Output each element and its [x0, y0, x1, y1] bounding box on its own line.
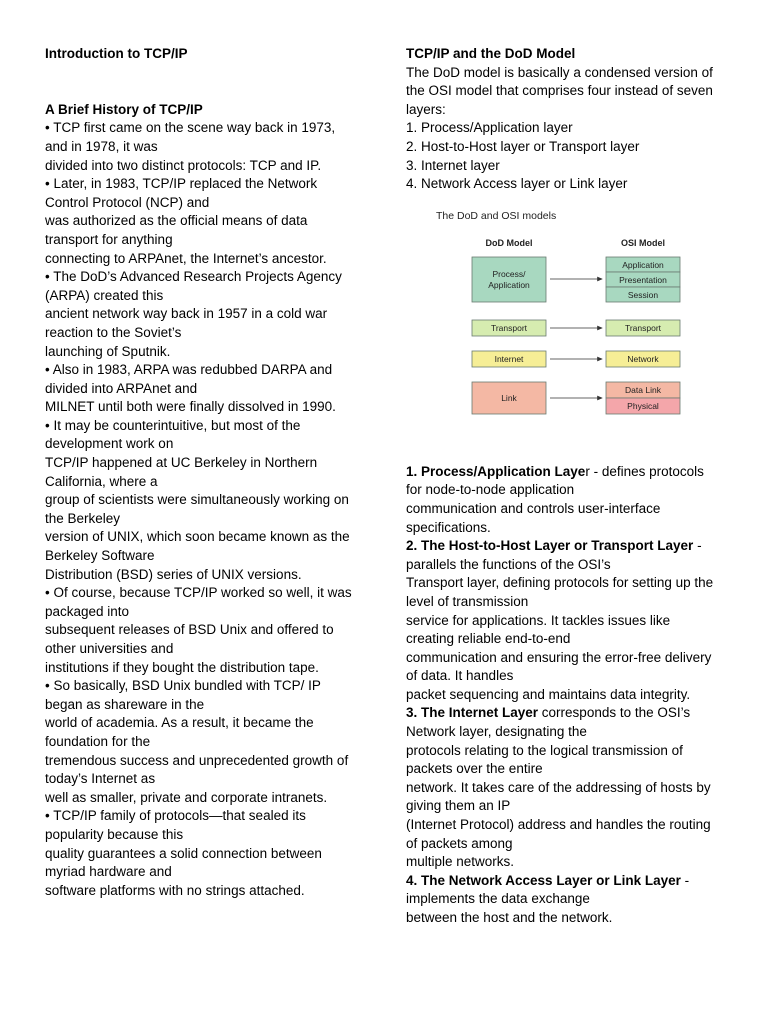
desc-network-access-title: 4. The Network Access Layer or Link Layer [406, 872, 681, 888]
desc-line: multiple networks. [406, 854, 515, 870]
desc-internet-tail: corresponds to the OSI’s [538, 705, 691, 721]
desc-line: communication and controls user-interface [406, 500, 661, 516]
desc-network-access-tail: - [680, 872, 690, 888]
history-line: popularity because this [45, 826, 184, 842]
history-line: quality guarantees a solid connection between [45, 845, 322, 861]
desc-line: service for applications. It tackles issues like [406, 612, 671, 628]
desc-network-access [406, 872, 730, 891]
osi-physical-label: Physical [627, 400, 659, 411]
desc-line: (Internet Protocol) address and handles the routing [406, 817, 711, 833]
history-line: institutions if they bought the distribution tape. [45, 659, 319, 675]
history-line: myriad hardware and [45, 864, 172, 880]
desc-line: Transport layer, defining protocols for setting up the [406, 575, 714, 591]
history-line: California, where a [45, 473, 158, 489]
desc-line: giving them an IP [406, 798, 511, 814]
desc-host-to-host [406, 537, 730, 556]
dod-process-label: Process/ [492, 268, 526, 279]
history-line: software platforms with no strings attached. [45, 882, 305, 898]
history-line: well as smaller, private and corporate intranets. [45, 789, 328, 805]
dod-heading: TCP/IP and the DoD Model [406, 46, 576, 61]
desc-line: network. It takes care of the addressing of hosts by [406, 779, 711, 795]
history-line: version of UNIX, which soon became known as the [45, 529, 350, 545]
desc-process-application [406, 463, 730, 482]
history-line: Berkeley Software [45, 548, 155, 564]
history-line: development work on [45, 436, 174, 452]
history-line: subsequent releases of BSD Unix and offered to [45, 622, 334, 638]
desc-process-tail: r - defines protocols [585, 463, 704, 479]
desc-line: level of transmission [406, 593, 529, 609]
desc-line: parallels the functions of the OSI’s [406, 556, 611, 572]
history-line: transport for anything [45, 231, 173, 247]
history-line: • Of course, because TCP/IP worked so well, it was [45, 585, 352, 601]
history-line: • TCP first came on the scene way back in 1973, [45, 120, 336, 136]
history-line: launching of Sputnik. [45, 343, 171, 359]
desc-line: implements the data exchange [406, 891, 590, 907]
dod-osi-figure [432, 209, 722, 424]
history-line: began as shareware in the [45, 696, 205, 712]
osi-transport-label: Transport [624, 322, 662, 333]
dod-model-header: DoD Model [485, 237, 533, 248]
history-line: divided into two distinct protocols: TCP and IP. [45, 157, 322, 173]
history-line: (ARPA) created this [45, 287, 164, 303]
desc-internet-title: 3. The Internet Layer [406, 705, 539, 721]
history-line: Control Protocol (NCP) and [45, 194, 210, 210]
right-column [406, 45, 730, 928]
desc-line: of data. It handles [406, 668, 514, 684]
desc-line: creating reliable end-to-end [406, 631, 571, 647]
history-text [45, 119, 367, 900]
history-line: foundation for the [45, 733, 151, 749]
osi-presentation-label: Presentation [619, 274, 667, 285]
layer-list-item: 4. Network Access layer or Link layer [406, 176, 628, 192]
history-line: • Later, in 1983, TCP/IP replaced the Network [45, 176, 318, 192]
layer-descriptions [406, 463, 730, 928]
dod-osi-diagram [432, 209, 722, 424]
history-line: ancient network way back in 1957 in a cold war [45, 306, 328, 322]
dod-internet-label: Internet [494, 353, 524, 364]
dod-transport-label: Transport [490, 322, 528, 333]
layer-list-item: 1. Process/Application layer [406, 120, 573, 136]
history-line: • Also in 1983, ARPA was redubbed DARPA and [45, 362, 333, 378]
history-line: • It may be counterintuitive, but most of the [45, 417, 301, 433]
figure-caption: The DoD and OSI models [436, 209, 557, 222]
dod-application-label: Application [488, 279, 530, 290]
history-line: other universities and [45, 641, 174, 656]
history-line: the Berkeley [45, 510, 121, 526]
desc-line: protocols relating to the logical transmission of [406, 742, 683, 758]
history-heading: A Brief History of TCP/IP [45, 101, 203, 117]
osi-datalink-label: Data Link [625, 384, 661, 395]
history-line: • The DoD’s Advanced Research Projects Agency [45, 269, 342, 285]
history-line: and in 1978, it was [45, 138, 158, 154]
history-line: TCP/IP happened at UC Berkeley in Northern [45, 455, 318, 471]
history-line: MILNET until both were finally dissolved in 1990. [45, 399, 336, 415]
dod-link-label: Link [501, 392, 517, 403]
page-title: Introduction to TCP/IP [45, 46, 188, 61]
osi-network-label: Network [627, 353, 659, 364]
history-line: was authorized as the official means of data [45, 213, 308, 229]
desc-line: specifications. [406, 519, 491, 535]
history-line: tremendous success and unprecedented growth of [45, 752, 349, 768]
left-column [45, 45, 367, 900]
history-line: divided into ARPAnet and [45, 380, 198, 396]
intro-line: The DoD model is basically a condensed version of [406, 64, 713, 80]
desc-internet [406, 704, 730, 723]
desc-line: for node-to-node application [406, 482, 575, 498]
desc-line: of packets among [406, 835, 513, 851]
desc-line: Network layer, designating the [406, 724, 587, 740]
layer-list-item: 3. Internet layer [406, 157, 500, 173]
osi-application-label: Application [622, 259, 664, 270]
desc-line: between the host and the network. [406, 910, 613, 925]
layer-list-item: 2. Host-to-Host layer or Transport layer [406, 138, 640, 154]
desc-line: packet sequencing and maintains data integrity. [406, 686, 691, 702]
history-line: • TCP/IP family of protocols—that sealed its [45, 808, 306, 824]
desc-host-title: 2. The Host-to-Host Layer or Transport Layer [406, 538, 694, 554]
history-line: group of scientists were simultaneously working on [45, 492, 349, 508]
desc-line: packets over the entire [406, 761, 543, 777]
history-line: connecting to ARPAnet, the Internet’s ancestor. [45, 250, 327, 266]
desc-line: communication and ensuring the error-free delivery [406, 649, 712, 665]
osi-session-label: Session [627, 289, 659, 300]
history-line: • So basically, BSD Unix bundled with TCP/ IP [45, 678, 321, 694]
intro-line: layers: [406, 101, 446, 117]
intro-line: the OSI model that comprises four instead of seven [406, 83, 713, 99]
history-line: Distribution (BSD) series of UNIX versions. [45, 566, 302, 582]
history-line: world of academia. As a result, it became the [45, 715, 314, 731]
history-line: reaction to the Soviet’s [45, 324, 182, 340]
history-line: today’s Internet as [45, 771, 156, 787]
osi-model-header: OSI Model [620, 237, 666, 248]
desc-process-title: 1. Process/Application Laye [406, 463, 586, 479]
desc-host-tail: - [693, 538, 702, 554]
history-line: packaged into [45, 603, 130, 619]
